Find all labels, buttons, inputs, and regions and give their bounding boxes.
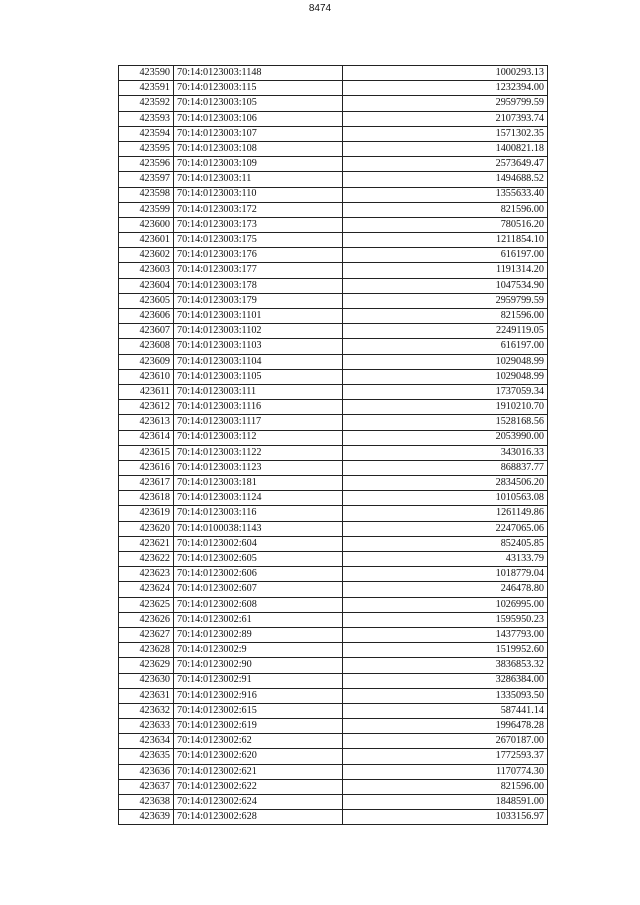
cadastral-number-cell: 70:14:0123003:1105 (174, 369, 343, 384)
table-row (119, 734, 548, 749)
record-number-cell: 423615 (119, 445, 174, 460)
cadastral-number-cell: 70:14:0123003:115 (174, 81, 343, 96)
record-number-cell: 423635 (119, 749, 174, 764)
table-row (119, 293, 548, 308)
cadastral-number-cell: 70:14:0123003:1102 (174, 324, 343, 339)
cadastral-number-cell: 70:14:0123002:608 (174, 597, 343, 612)
record-number-cell: 423595 (119, 141, 174, 156)
table-row (119, 567, 548, 582)
table-row (119, 369, 548, 384)
record-number-cell: 423610 (119, 369, 174, 384)
record-number-cell: 423602 (119, 248, 174, 263)
cadastral-value-cell: 1737059.34 (343, 384, 548, 399)
table-row (119, 506, 548, 521)
table-row (119, 111, 548, 126)
cadastral-value-cell: 1033156.97 (343, 810, 548, 825)
cadastral-number-cell: 70:14:0123003:175 (174, 233, 343, 248)
table-row (119, 339, 548, 354)
table-row (119, 187, 548, 202)
cadastral-value-cell: 780516.20 (343, 217, 548, 232)
cadastral-number-cell: 70:14:0123003:176 (174, 248, 343, 263)
table-row (119, 354, 548, 369)
cadastral-number-cell: 70:14:0123003:173 (174, 217, 343, 232)
cadastral-number-cell: 70:14:0123003:108 (174, 141, 343, 156)
record-number-cell: 423609 (119, 354, 174, 369)
cadastral-number-cell: 70:14:0123002:622 (174, 779, 343, 794)
record-number-cell: 423593 (119, 111, 174, 126)
cadastral-number-cell: 70:14:0123002:604 (174, 536, 343, 551)
cadastral-number-cell: 70:14:0123002:624 (174, 795, 343, 810)
table-row (119, 536, 548, 551)
record-number-cell: 423599 (119, 202, 174, 217)
record-number-cell: 423597 (119, 172, 174, 187)
table-row (119, 658, 548, 673)
table-row (119, 476, 548, 491)
table-row (119, 126, 548, 141)
record-number-cell: 423605 (119, 293, 174, 308)
record-number-cell: 423613 (119, 415, 174, 430)
table-row (119, 643, 548, 658)
table-row (119, 719, 548, 734)
cadastral-number-cell: 70:14:0123002:89 (174, 627, 343, 642)
cadastral-value-cell: 1848591.00 (343, 795, 548, 810)
cadastral-value-cell: 1211854.10 (343, 233, 548, 248)
record-number-cell: 423590 (119, 66, 174, 81)
cadastral-number-cell: 70:14:0123002:9 (174, 643, 343, 658)
record-number-cell: 423618 (119, 491, 174, 506)
record-number-cell: 423600 (119, 217, 174, 232)
cadastral-value-cell: 2247065.06 (343, 521, 548, 536)
cadastral-value-cell: 1170774.30 (343, 764, 548, 779)
cadastral-value-cell: 821596.00 (343, 309, 548, 324)
cadastral-value-cell: 1261149.86 (343, 506, 548, 521)
table-row (119, 703, 548, 718)
table-row (119, 552, 548, 567)
record-number-cell: 423632 (119, 703, 174, 718)
table-row (119, 141, 548, 156)
cadastral-number-cell: 70:14:0123002:606 (174, 567, 343, 582)
record-number-cell: 423616 (119, 460, 174, 475)
table-row (119, 66, 548, 81)
record-number-cell: 423624 (119, 582, 174, 597)
table-row (119, 400, 548, 415)
cadastral-number-cell: 70:14:0123002:628 (174, 810, 343, 825)
table-row (119, 460, 548, 475)
record-number-cell: 423596 (119, 157, 174, 172)
table-row (119, 688, 548, 703)
record-number-cell: 423631 (119, 688, 174, 703)
cadastral-value-cell: 1029048.99 (343, 354, 548, 369)
cadastral-value-cell: 1010563.08 (343, 491, 548, 506)
table-row (119, 309, 548, 324)
cadastral-number-cell: 70:14:0123002:619 (174, 719, 343, 734)
table-row (119, 445, 548, 460)
cadastral-number-cell: 70:14:0123003:110 (174, 187, 343, 202)
table-row (119, 324, 548, 339)
cadastral-number-cell: 70:14:0123003:1148 (174, 66, 343, 81)
table-row (119, 202, 548, 217)
cadastral-number-cell: 70:14:0123003:1103 (174, 339, 343, 354)
table-row (119, 491, 548, 506)
cadastral-value-cell: 616197.00 (343, 339, 548, 354)
cadastral-number-cell: 70:14:0123003:11 (174, 172, 343, 187)
cadastral-number-cell: 70:14:0123002:90 (174, 658, 343, 673)
record-number-cell: 423619 (119, 506, 174, 521)
cadastral-value-cell: 1571302.35 (343, 126, 548, 141)
record-number-cell: 423592 (119, 96, 174, 111)
cadastral-value-cell: 1047534.90 (343, 278, 548, 293)
cadastral-value-cell: 616197.00 (343, 248, 548, 263)
cadastral-number-cell: 70:14:0123003:1104 (174, 354, 343, 369)
cadastral-value-cell: 1000293.13 (343, 66, 548, 81)
record-number-cell: 423636 (119, 764, 174, 779)
table-row (119, 779, 548, 794)
table-row (119, 764, 548, 779)
record-number-cell: 423633 (119, 719, 174, 734)
table-row (119, 96, 548, 111)
cadastral-number-cell: 70:14:0123002:916 (174, 688, 343, 703)
cadastral-number-cell: 70:14:0123003:112 (174, 430, 343, 445)
cadastral-number-cell: 70:14:0100038:1143 (174, 521, 343, 536)
record-number-cell: 423622 (119, 552, 174, 567)
table-row (119, 627, 548, 642)
cadastral-number-cell: 70:14:0123003:1117 (174, 415, 343, 430)
cadastral-number-cell: 70:14:0123003:177 (174, 263, 343, 278)
table-row (119, 384, 548, 399)
cadastral-value-cell: 1595950.23 (343, 612, 548, 627)
table-row (119, 749, 548, 764)
cadastral-value-cell: 1335093.50 (343, 688, 548, 703)
table-row (119, 233, 548, 248)
record-number-cell: 423637 (119, 779, 174, 794)
table-row (119, 217, 548, 232)
cadastral-value-cell: 3836853.32 (343, 658, 548, 673)
record-number-cell: 423634 (119, 734, 174, 749)
cadastral-number-cell: 70:14:0123002:621 (174, 764, 343, 779)
table-row (119, 415, 548, 430)
cadastral-value-cell: 2834506.20 (343, 476, 548, 491)
cadastral-value-cell: 1772593.37 (343, 749, 548, 764)
cadastral-value-cell: 2959799.59 (343, 96, 548, 111)
cadastral-value-cell: 43133.79 (343, 552, 548, 567)
cadastral-value-table (118, 65, 548, 825)
cadastral-number-cell: 70:14:0123003:1116 (174, 400, 343, 415)
cadastral-value-cell: 1528168.56 (343, 415, 548, 430)
cadastral-value-cell: 1026995.00 (343, 597, 548, 612)
record-number-cell: 423614 (119, 430, 174, 445)
cadastral-number-cell: 70:14:0123003:1124 (174, 491, 343, 506)
record-number-cell: 423611 (119, 384, 174, 399)
table-row (119, 430, 548, 445)
cadastral-number-cell: 70:14:0123003:1122 (174, 445, 343, 460)
cadastral-value-cell: 1437793.00 (343, 627, 548, 642)
cadastral-value-cell: 246478.80 (343, 582, 548, 597)
cadastral-value-cell: 2053990.00 (343, 430, 548, 445)
record-number-cell: 423620 (119, 521, 174, 536)
cadastral-number-cell: 70:14:0123003:1123 (174, 460, 343, 475)
cadastral-value-cell: 1400821.18 (343, 141, 548, 156)
cadastral-value-cell: 343016.33 (343, 445, 548, 460)
cadastral-value-cell: 1029048.99 (343, 369, 548, 384)
table-row (119, 673, 548, 688)
record-number-cell: 423629 (119, 658, 174, 673)
cadastral-value-cell: 868837.77 (343, 460, 548, 475)
cadastral-number-cell: 70:14:0123003:178 (174, 278, 343, 293)
page-number: 8474 (308, 3, 332, 14)
cadastral-value-cell: 1191314.20 (343, 263, 548, 278)
table-row (119, 795, 548, 810)
table-row (119, 157, 548, 172)
record-number-cell: 423628 (119, 643, 174, 658)
cadastral-number-cell: 70:14:0123003:172 (174, 202, 343, 217)
record-number-cell: 423638 (119, 795, 174, 810)
table-row (119, 582, 548, 597)
record-number-cell: 423594 (119, 126, 174, 141)
cadastral-number-cell: 70:14:0123003:111 (174, 384, 343, 399)
cadastral-number-cell: 70:14:0123002:605 (174, 552, 343, 567)
table-row (119, 521, 548, 536)
record-number-cell: 423612 (119, 400, 174, 415)
cadastral-number-cell: 70:14:0123002:615 (174, 703, 343, 718)
record-number-cell: 423630 (119, 673, 174, 688)
table-row (119, 248, 548, 263)
cadastral-value-cell: 587441.14 (343, 703, 548, 718)
record-number-cell: 423603 (119, 263, 174, 278)
cadastral-value-cell: 1355633.40 (343, 187, 548, 202)
cadastral-number-cell: 70:14:0123002:91 (174, 673, 343, 688)
cadastral-number-cell: 70:14:0123002:620 (174, 749, 343, 764)
table-row (119, 81, 548, 96)
record-number-cell: 423639 (119, 810, 174, 825)
cadastral-value-cell: 1018779.04 (343, 567, 548, 582)
cadastral-number-cell: 70:14:0123003:105 (174, 96, 343, 111)
record-number-cell: 423626 (119, 612, 174, 627)
cadastral-value-cell: 1519952.60 (343, 643, 548, 658)
cadastral-value-cell: 2573649.47 (343, 157, 548, 172)
cadastral-value-cell: 2249119.05 (343, 324, 548, 339)
cadastral-value-cell: 1996478.28 (343, 719, 548, 734)
record-number-cell: 423623 (119, 567, 174, 582)
cadastral-number-cell: 70:14:0123003:116 (174, 506, 343, 521)
cadastral-value-cell: 821596.00 (343, 202, 548, 217)
cadastral-number-cell: 70:14:0123003:181 (174, 476, 343, 491)
table-row (119, 612, 548, 627)
record-number-cell: 423591 (119, 81, 174, 96)
cadastral-value-cell: 2670187.00 (343, 734, 548, 749)
table-row (119, 263, 548, 278)
cadastral-number-cell: 70:14:0123002:607 (174, 582, 343, 597)
cadastral-number-cell: 70:14:0123002:62 (174, 734, 343, 749)
record-number-cell: 423598 (119, 187, 174, 202)
table-row (119, 597, 548, 612)
cadastral-value-cell: 2959799.59 (343, 293, 548, 308)
cadastral-value-cell: 821596.00 (343, 779, 548, 794)
record-number-cell: 423608 (119, 339, 174, 354)
table-row (119, 172, 548, 187)
record-number-cell: 423617 (119, 476, 174, 491)
cadastral-value-cell: 1494688.52 (343, 172, 548, 187)
cadastral-number-cell: 70:14:0123003:106 (174, 111, 343, 126)
record-number-cell: 423625 (119, 597, 174, 612)
cadastral-value-cell: 2107393.74 (343, 111, 548, 126)
cadastral-number-cell: 70:14:0123003:179 (174, 293, 343, 308)
record-number-cell: 423601 (119, 233, 174, 248)
cadastral-number-cell: 70:14:0123003:107 (174, 126, 343, 141)
cadastral-number-cell: 70:14:0123003:1101 (174, 309, 343, 324)
cadastral-value-cell: 1910210.70 (343, 400, 548, 415)
record-number-cell: 423607 (119, 324, 174, 339)
table-body (119, 66, 548, 825)
cadastral-number-cell: 70:14:0123002:61 (174, 612, 343, 627)
cadastral-value-cell: 3286384.00 (343, 673, 548, 688)
table-row (119, 810, 548, 825)
record-number-cell: 423627 (119, 627, 174, 642)
record-number-cell: 423604 (119, 278, 174, 293)
cadastral-number-cell: 70:14:0123003:109 (174, 157, 343, 172)
cadastral-value-cell: 852405.85 (343, 536, 548, 551)
cadastral-value-cell: 1232394.00 (343, 81, 548, 96)
record-number-cell: 423606 (119, 309, 174, 324)
record-number-cell: 423621 (119, 536, 174, 551)
table-row (119, 278, 548, 293)
